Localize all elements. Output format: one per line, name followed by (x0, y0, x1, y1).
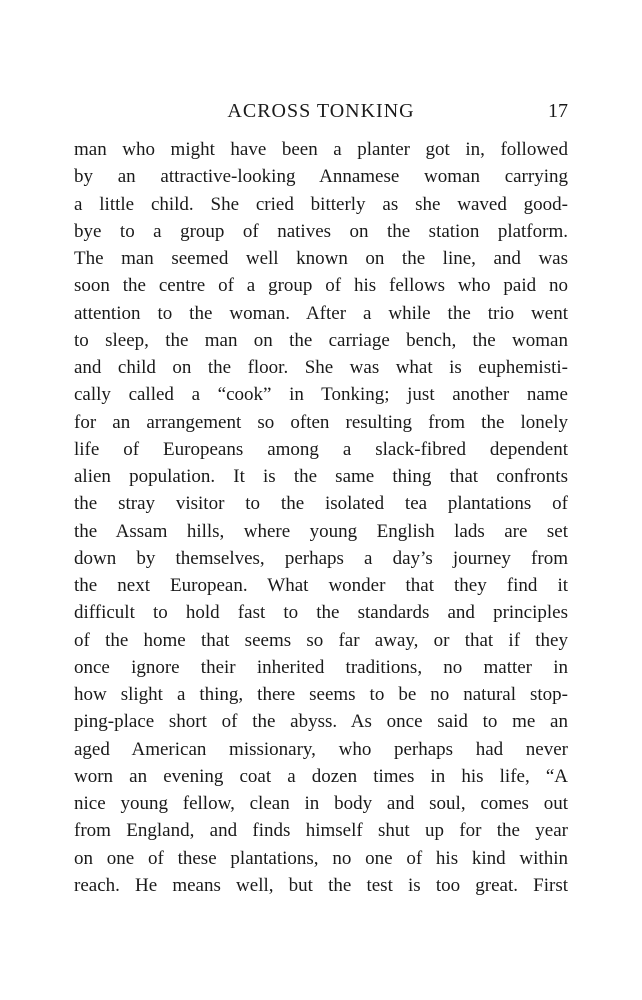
body-text (74, 136, 568, 899)
text-line: a little child. She cried bitterly as she waved good- (74, 193, 568, 215)
page-header (74, 100, 568, 128)
text-line: worn an evening coat a dozen times in his life, “A (74, 765, 568, 787)
text-line: alien population. It is the same thing that confronts (74, 466, 568, 487)
text-line: on one of these plantations, no one of his kind within (74, 847, 568, 869)
text-line: cally called a “cook” in Tonking; just another name (74, 384, 568, 406)
text-line: of the home that seems so far away, or that if they (74, 629, 568, 651)
text-line: man who might have been a planter got in, followed (74, 139, 568, 160)
text-line: The man seemed well known on the line, and was (74, 248, 568, 269)
text-line: soon the centre of a group of his fellows who paid no (74, 275, 568, 297)
text-line: down by themselves, perhaps a day’s journey from (74, 547, 568, 569)
running-title: ACROSS TONKING (227, 100, 415, 122)
text-line: bye to a group of natives on the station platform. (74, 220, 568, 242)
text-line: ping-place short of the abyss. As once said to me an (74, 711, 568, 733)
text-line: from England, and finds himself shut up for the year (74, 820, 568, 842)
text-line: for an arrangement so often resulting from the lonely (74, 411, 568, 433)
text-line: aged American missionary, who perhaps had never (74, 738, 568, 760)
text-line: and child on the floor. She was what is euphemisti- (74, 357, 568, 378)
text-line: reach. He means well, but the test is too great. First (74, 874, 568, 896)
text-line: once ignore their inherited traditions, no matter in (74, 656, 568, 678)
text-line: the next European. What wonder that they find it (74, 575, 568, 596)
text-line: by an attractive-looking Annamese woman carrying (74, 166, 568, 188)
text-line: how slight a thing, there seems to be no natural stop- (74, 684, 568, 705)
text-line: difficult to hold fast to the standards and principles (74, 602, 568, 624)
text-line: life of Europeans among a slack-fibred dependent (74, 438, 568, 460)
page-number: 17 (548, 100, 568, 122)
text-line: the Assam hills, where young English lads are set (74, 520, 568, 542)
text-line: the stray visitor to the isolated tea plantations of (74, 493, 568, 515)
text-line: to sleep, the man on the carriage bench, the woman (74, 329, 568, 351)
text-line: nice young fellow, clean in body and soul, comes out (74, 793, 568, 814)
text-line: attention to the woman. After a while the trio went (74, 302, 568, 324)
